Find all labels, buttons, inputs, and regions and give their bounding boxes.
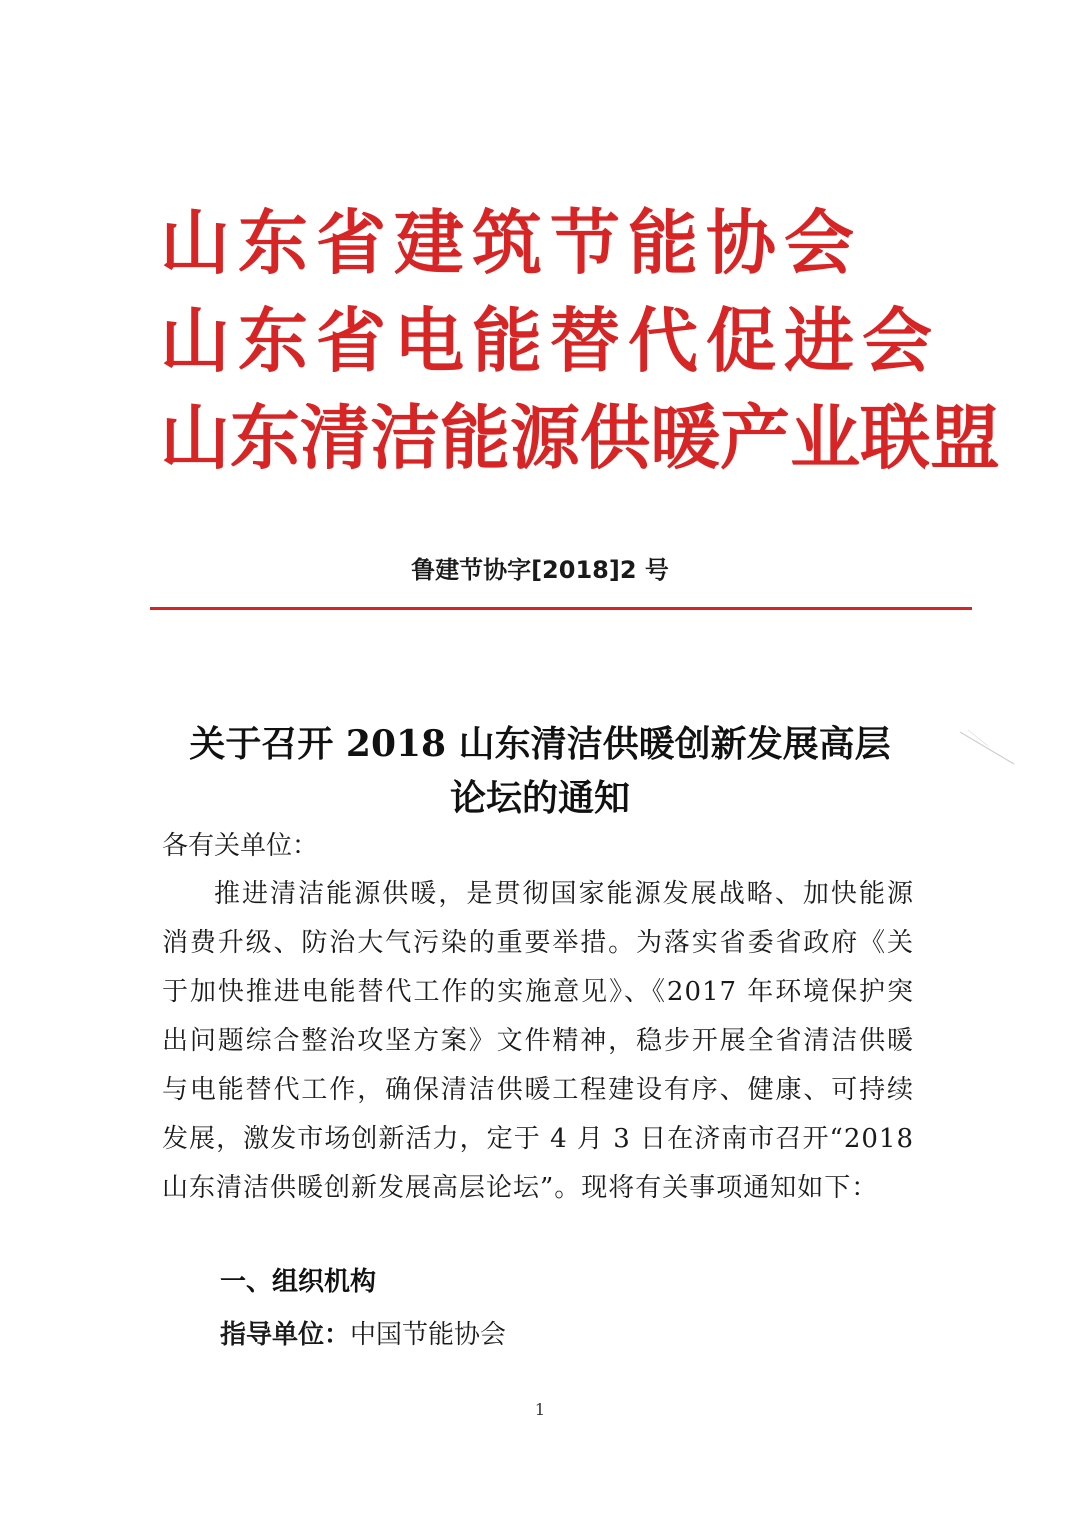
red-divider-line [150,607,972,610]
page-number: 1 [534,1400,546,1419]
section-heading-organization: 一、组织机构 [220,1267,377,1297]
body-paragraph: 推进清洁能源供暖，是贯彻国家能源发展战略、加快能源消费升级、防治大气污染的重要举措。为落实省委省政府《关于加快推进电能替代工作的实施意见》、《2017 年环境保护突出问题综合整治攻坚方案》文件精神，稳步开展全省清洁供暖与电能替代工作，确保清洁供暖工程建设有序、健康、可持续发展，激发市场创新活力，定于 4 月 3 日在济南市召开“2018 山东清洁供暖创新发展高层论坛”。现将有关事项通知如下： [162,879,914,1203]
guidance-unit-row [220,1315,506,1355]
notice-title-line-2: 论坛的通知 [449,777,630,819]
guidance-unit-label: 指导单位： [220,1320,351,1350]
scan-artifact-mark [958,728,1016,768]
guidance-unit-value: 中国节能协会 [350,1320,507,1350]
document-number: 鲁建节协字[2018]2 号 [411,556,669,584]
notice-title-line-1: 关于召开 2018 山东清洁供暖创新发展高层 [189,723,891,765]
issuer-org-3: 山东清洁能源供暖产业联盟 [160,397,1000,479]
salutation: 各有关单位： [162,831,319,861]
issuer-org-1: 山东省建筑节能协会 [160,202,862,284]
issuer-org-2: 山东省电能替代促进会 [160,300,940,382]
